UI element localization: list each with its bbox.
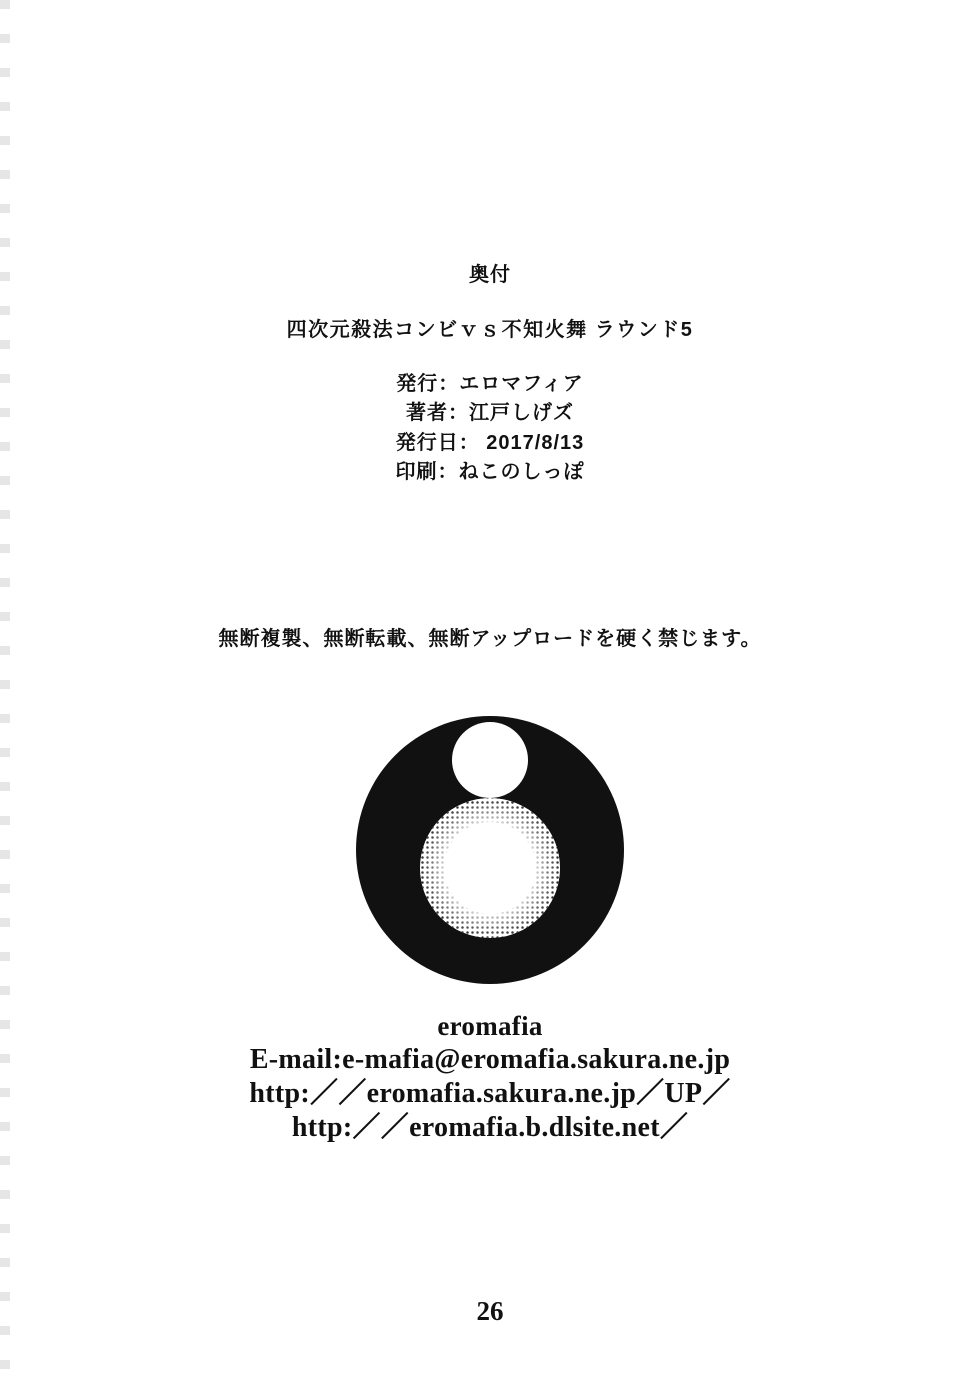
email-line: E‐mail:e‐mafia@eromafia.sakura.ne.jp (249, 1043, 731, 1075)
colophon-details (0, 370, 980, 488)
page-number: 26 (476, 1296, 504, 1326)
circle-name: eromafia (437, 1011, 543, 1041)
eromafia-circle-logo (340, 700, 640, 985)
contact-block (0, 1010, 980, 1145)
website-url-secondary: http:／／eromafia.b.dlsite.net／ (291, 1112, 689, 1144)
scan-edge-artifacts (0, 0, 10, 1388)
publication-title: 四次元殺法コンビｖｓ不知火舞 ラウンド5 (286, 319, 694, 341)
website-url-primary: http:／／eromafia.sakura.ne.jp／UP／ (249, 1078, 731, 1110)
colophon-heading: 奥付 (469, 264, 511, 286)
colophon-block (0, 258, 980, 488)
author-line: 著者：江戸しげズ (406, 402, 574, 425)
copyright-notice: 無断複製、無断転載、無断アップロードを硬く禁じます。 (218, 628, 762, 650)
logo-container (0, 700, 980, 985)
publication-date-line: 発行日： 2017/8/13 (395, 431, 585, 454)
printer-line: 印刷：ねこのしっぽ (395, 461, 585, 484)
publisher-line: 発行：エロマフィア (396, 373, 584, 395)
